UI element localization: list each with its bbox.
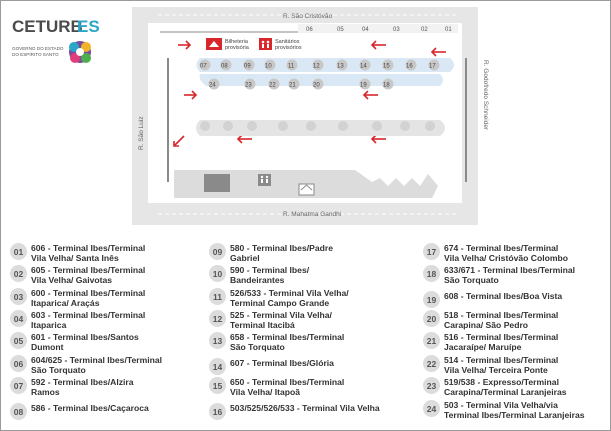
svg-text:22: 22 — [269, 82, 276, 89]
svg-text:24: 24 — [209, 82, 216, 89]
line-number-badge: 03 — [10, 288, 27, 305]
legend-item — [423, 243, 568, 263]
logo-subtitle-2: DO ESPÍRITO SANTO — [12, 52, 59, 57]
logo-ceturb-text: CETURB — [12, 17, 83, 36]
legend-item — [423, 310, 558, 330]
arrow-right-icon — [178, 41, 190, 49]
street-bottom: R. Mahatma Gandhi — [283, 211, 342, 218]
line-description: 605 - Terminal Ibes/Terminal Vila Velha/ Gaivotas — [31, 265, 146, 285]
legend-item — [209, 332, 344, 352]
restrooms — [259, 38, 302, 51]
bus-stop — [429, 60, 440, 71]
line-description: 674 - Terminal Ibes/Terminal Vila Velha/ Cristóvão Colombo — [444, 243, 569, 263]
line-description: 516 - Terminal Ibes/Terminal Jacaraípe/ Maruípe — [444, 332, 559, 352]
bus-stop — [265, 60, 276, 71]
bus-stop — [200, 60, 211, 71]
legend-item — [10, 243, 145, 263]
line-description: 603 - Terminal Ibes/Terminal Itaparica — [31, 310, 146, 330]
svg-text:09: 09 — [244, 63, 251, 70]
street-right: R. Godofredo Schneider — [482, 60, 489, 131]
bus-stop — [313, 60, 324, 71]
legend-column-3 — [423, 243, 607, 423]
line-number-badge: 20 — [423, 310, 440, 327]
bus-stop — [269, 79, 280, 90]
legend-item — [209, 243, 333, 263]
line-number-badge: 22 — [423, 355, 440, 372]
legend-column-2 — [209, 243, 414, 423]
terminal-building — [174, 170, 438, 198]
legend-item — [10, 310, 145, 330]
svg-text:21: 21 — [289, 82, 296, 89]
line-description: 590 - Terminal Ibes/ Bandeirantes — [230, 265, 310, 285]
line-description: 525 - Terminal Vila Velha/ Terminal Itacibá — [230, 310, 332, 330]
line-number-badge: 01 — [10, 243, 27, 260]
legend-item — [10, 332, 139, 352]
line-number-badge: 07 — [10, 377, 27, 394]
stop-label: 06 — [306, 27, 313, 33]
line-number-badge: 19 — [423, 291, 440, 308]
bus-stop — [383, 60, 394, 71]
legend-item — [10, 403, 149, 420]
line-number-badge: 10 — [209, 265, 226, 282]
stop-label: 03 — [393, 27, 400, 33]
arrow-left-icon — [364, 91, 378, 99]
restrooms-label-1: Sanitários — [275, 39, 300, 45]
legend-item — [423, 400, 585, 420]
bus-stop — [287, 60, 298, 71]
svg-text:12: 12 — [313, 63, 320, 70]
legend-item — [209, 310, 332, 330]
bus-stop — [383, 79, 394, 90]
svg-text:19: 19 — [360, 82, 367, 89]
line-description: 503/525/526/533 - Terminal Vila Velha — [230, 403, 380, 413]
line-description: 633/671 - Terminal Ibes/Terminal São Torquato — [444, 265, 576, 285]
line-number-badge: 18 — [423, 265, 440, 282]
line-description: 519/538 - Expresso/Terminal Carapina/Terminal Laranjeiras — [444, 377, 567, 397]
svg-text:15: 15 — [383, 63, 390, 70]
line-number-badge: 23 — [423, 377, 440, 394]
logo-subtitle-1: GOVERNO DO ESTADO — [12, 46, 64, 51]
arrow-right-icon — [184, 91, 196, 99]
legend-item — [423, 355, 558, 375]
bus-stop — [289, 79, 300, 90]
line-number-badge: 06 — [10, 355, 27, 372]
arrow-left-icon — [238, 135, 252, 143]
line-number-badge: 21 — [423, 332, 440, 349]
logo-es-text: ES — [77, 17, 100, 36]
svg-text:08: 08 — [221, 63, 228, 70]
legend-item — [209, 403, 380, 420]
bus-stop — [221, 60, 232, 71]
line-number-badge: 08 — [10, 403, 27, 420]
ticket-office — [206, 38, 250, 51]
line-number-badge: 04 — [10, 310, 27, 327]
line-number-badge: 13 — [209, 332, 226, 349]
bus-stop — [406, 60, 417, 71]
restroom-icon — [258, 174, 271, 186]
line-description: 600 - Terminal Ibes/Terminal Itaparica/ Araçás — [31, 288, 146, 308]
line-number-badge: 11 — [209, 288, 226, 305]
svg-text:13: 13 — [337, 63, 344, 70]
bus-stop — [209, 79, 220, 90]
line-number-badge: 15 — [209, 377, 226, 394]
legend-item — [209, 358, 334, 375]
svg-text:11: 11 — [288, 63, 295, 70]
bus-stop — [360, 60, 371, 71]
svg-text:07: 07 — [200, 63, 207, 70]
legend-item — [423, 291, 562, 308]
legend-item — [209, 377, 344, 397]
line-number-badge: 09 — [209, 243, 226, 260]
bus-stop — [360, 79, 371, 90]
legend-item — [10, 377, 134, 397]
street-top: R. São Cristóvão — [283, 13, 333, 20]
legend-item — [423, 332, 558, 352]
bus-stop — [337, 60, 348, 71]
line-number-badge: 17 — [423, 243, 440, 260]
line-description: 503 - Terminal Vila Velha/via Terminal Ibes/Terminal Laranjeiras — [444, 400, 585, 420]
line-description: 607 - Terminal Ibes/Glória — [230, 358, 334, 368]
arrow-diagonal-icon — [174, 136, 184, 146]
stop-label: 04 — [362, 27, 369, 33]
line-number-badge: 05 — [10, 332, 27, 349]
legend-item — [423, 377, 567, 397]
svg-text:14: 14 — [360, 63, 367, 70]
stop-label: 05 — [337, 27, 344, 33]
stop-label: 02 — [421, 27, 428, 33]
ceturb-logo — [12, 17, 100, 63]
line-description: 592 - Terminal Ibes/Alzira Ramos — [31, 377, 134, 397]
fences — [160, 32, 466, 182]
svg-text:20: 20 — [313, 82, 320, 89]
line-number-badge: 02 — [10, 265, 27, 282]
logo-emblem — [69, 41, 91, 63]
bus-stop — [313, 79, 324, 90]
line-description: 650 - Terminal Ibes/Terminal Vila Velha/ Itapoã — [230, 377, 345, 397]
legend-item — [209, 288, 349, 308]
line-description: 514 - Terminal Ibes/Terminal Vila Velha/ Terceira Ponte — [444, 355, 559, 375]
ticket-booth-icon — [299, 184, 314, 195]
line-number-badge: 14 — [209, 358, 226, 375]
platform-secondary — [196, 120, 445, 136]
legend-item — [209, 265, 309, 285]
legend-item — [10, 355, 162, 375]
line-description: 601 - Terminal Ibes/Santos Dumont — [31, 332, 139, 352]
legend-item — [423, 265, 575, 285]
line-description: 608 - Terminal Ibes/Boa Vista — [444, 291, 563, 301]
legend-column-1 — [10, 243, 205, 423]
line-number-badge: 12 — [209, 310, 226, 327]
legend-item — [10, 265, 145, 285]
line-number-badge: 24 — [423, 400, 440, 417]
restrooms-label-2: provisórios — [275, 45, 302, 51]
arrow-left-icon — [432, 48, 446, 56]
line-number-badge: 16 — [209, 403, 226, 420]
arrow-left-icon — [372, 41, 386, 49]
line-description: 580 - Terminal Ibes/Padre Gabriel — [230, 243, 334, 263]
stop-label: 01 — [445, 27, 452, 33]
line-description: 526/533 - Terminal Vila Velha/ Terminal Campo Grande — [230, 288, 349, 308]
svg-text:16: 16 — [406, 63, 413, 70]
ticket-office-label-2: provisória — [225, 45, 249, 51]
bus-stop — [244, 60, 255, 71]
ticket-office-label-1: Bilheteria — [225, 39, 248, 45]
line-description: 606 - Terminal Ibes/Terminal Vila Velha/ Santa Inês — [31, 243, 146, 263]
svg-text:17: 17 — [429, 63, 436, 70]
line-description: 604/625 - Terminal Ibes/Terminal São Torquato — [31, 355, 163, 375]
arrow-left-icon — [372, 135, 386, 143]
street-left: R. São Luiz — [138, 116, 145, 150]
line-description: 518 - Terminal Ibes/Terminal Carapina/ São Pedro — [444, 310, 559, 330]
building-block — [204, 174, 230, 192]
legend-item — [10, 288, 145, 308]
svg-text:23: 23 — [245, 82, 252, 89]
line-description: 586 - Terminal Ibes/Caçaroca — [31, 403, 149, 413]
line-description: 658 - Terminal Ibes/Terminal São Torquato — [230, 332, 345, 352]
bus-stop — [245, 79, 256, 90]
svg-text:10: 10 — [265, 63, 272, 70]
svg-text:18: 18 — [383, 82, 390, 89]
top-stop-row — [298, 24, 458, 33]
